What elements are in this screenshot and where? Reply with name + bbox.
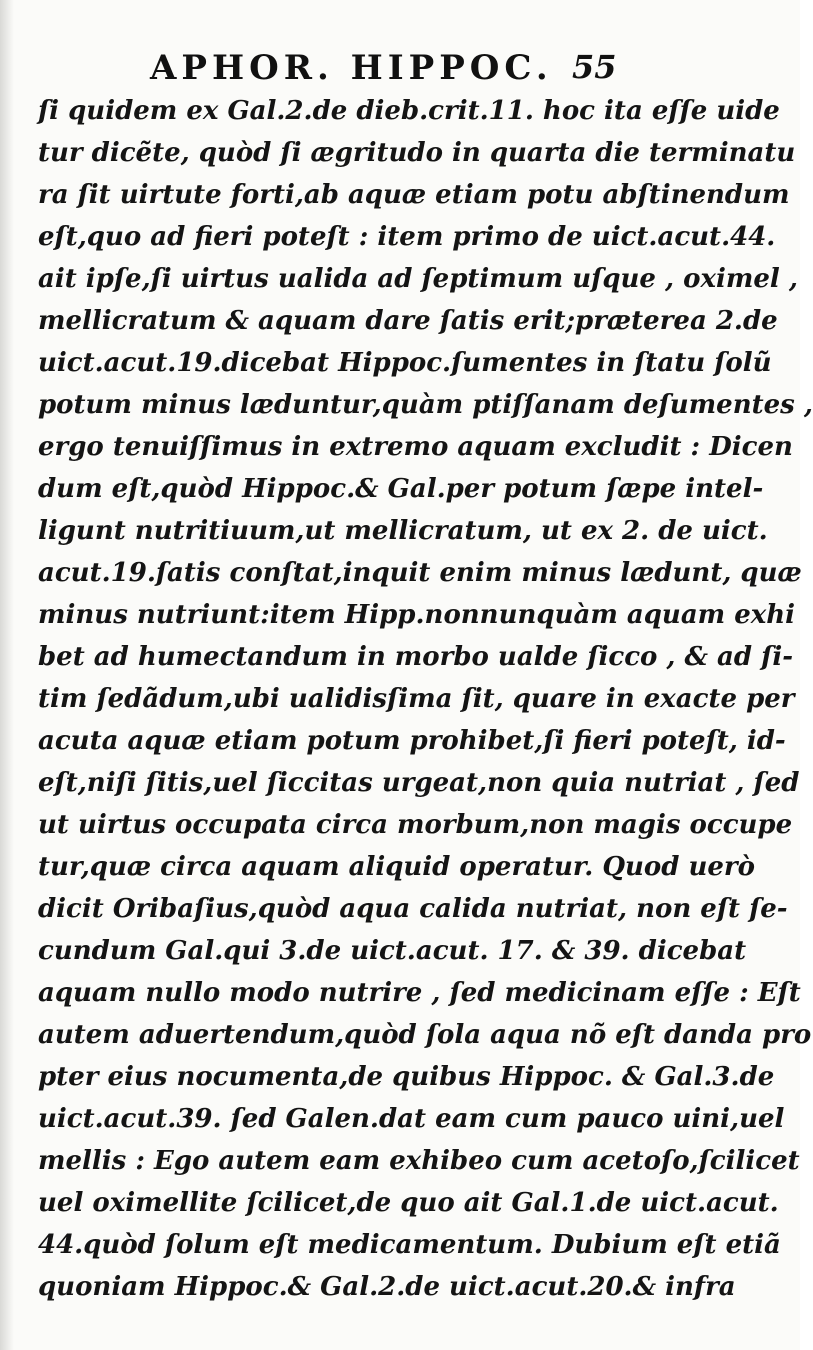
running-title: APHOR. HIPPOC. <box>150 48 553 88</box>
text-line: cundum Gal.qui 3.de uict.acut. 17. & 39. dicebat <box>38 936 747 966</box>
running-head <box>0 44 800 90</box>
text-line: aquam nullo modo nutrire , ſed medicinam eſſe : Eſt <box>38 978 801 1008</box>
text-line: mellicratum & aquam dare ſatis erit;præterea 2.de <box>38 306 778 336</box>
text-line: ait ipſe,ſi uirtus ualida ad ſeptimum uſque , oximel , <box>38 264 798 294</box>
text-line: pter eius nocumenta,de quibus Hippoc. & Gal.3.de <box>38 1062 775 1092</box>
text-line: uict.acut.19.dicebat Hippoc.ſumentes in ſtatu ſolũ <box>38 348 772 378</box>
text-line: tim ſedãdum,ubi ualidisſima ſit, quare in exacte per <box>38 684 795 714</box>
text-line: ra ſit uirtute forti,ab aquæ etiam potu abſtinendum <box>38 180 790 210</box>
text-line: dum eſt,quòd Hippoc.& Gal.per potum ſæpe intel- <box>38 474 764 504</box>
text-line: tur,quæ circa aquam aliquid operatur. Quod uerò <box>38 852 755 882</box>
page-number: 55 <box>572 48 617 86</box>
text-line: eſt,quo ad fieri poteſt : item primo de uict.acut.44. <box>38 222 776 252</box>
text-line: uict.acut.39. ſed Galen.dat eam cum pauco uini,uel <box>38 1104 785 1134</box>
text-line: ſi quidem ex Gal.2.de dieb.crit.11. hoc ita eſſe uide <box>38 96 780 126</box>
text-line: ergo tenuiſſimus in extremo aquam excludit : Dicen <box>38 432 793 462</box>
text-line: bet ad humectandum in morbo ualde ſicco , & ad ſi- <box>38 642 793 672</box>
text-line: tur dicẽte, quòd ſi ægritudo in quarta die terminatu <box>38 138 796 168</box>
page-binding-shadow <box>0 0 14 1350</box>
text-line: ligunt nutritiuum,ut mellicratum, ut ex 2. de uict. <box>38 516 768 546</box>
text-line: eſt,niſi ſitis,uel ſiccitas urgeat,non quia nutriat , ſed <box>38 768 800 798</box>
text-line: acut.19.ſatis conſtat,inquit enim minus lædunt, quæ <box>38 558 802 588</box>
text-line: autem aduertendum,quòd ſola aqua nõ eſt danda pro <box>38 1020 812 1050</box>
text-line: potum minus læduntur,quàm ptiſſanam deſumentes , <box>38 390 813 420</box>
text-line: mellis : Ego autem eam exhibeo cum acetoſo,ſcilicet <box>38 1146 800 1176</box>
text-line: 44.quòd ſolum eſt medicamentum. Dubium eſt etiã <box>38 1230 781 1260</box>
text-line: ut uirtus occupata circa morbum,non magis occupe <box>38 810 793 840</box>
text-line: dicit Oribaſius,quòd aqua calida nutriat, non eſt ſe- <box>38 894 788 924</box>
text-line: minus nutriunt:item Hipp.nonnunquàm aquam exhi <box>38 600 796 630</box>
body-text <box>38 90 813 1308</box>
text-line: quoniam Hippoc.& Gal.2.de uict.acut.20.& infra <box>38 1272 736 1302</box>
text-line: uel oximellite ſcilicet,de quo ait Gal.1.de uict.acut. <box>38 1188 779 1218</box>
text-line: acuta aquæ etiam potum prohibet,ſi fieri poteſt, id- <box>38 726 786 756</box>
